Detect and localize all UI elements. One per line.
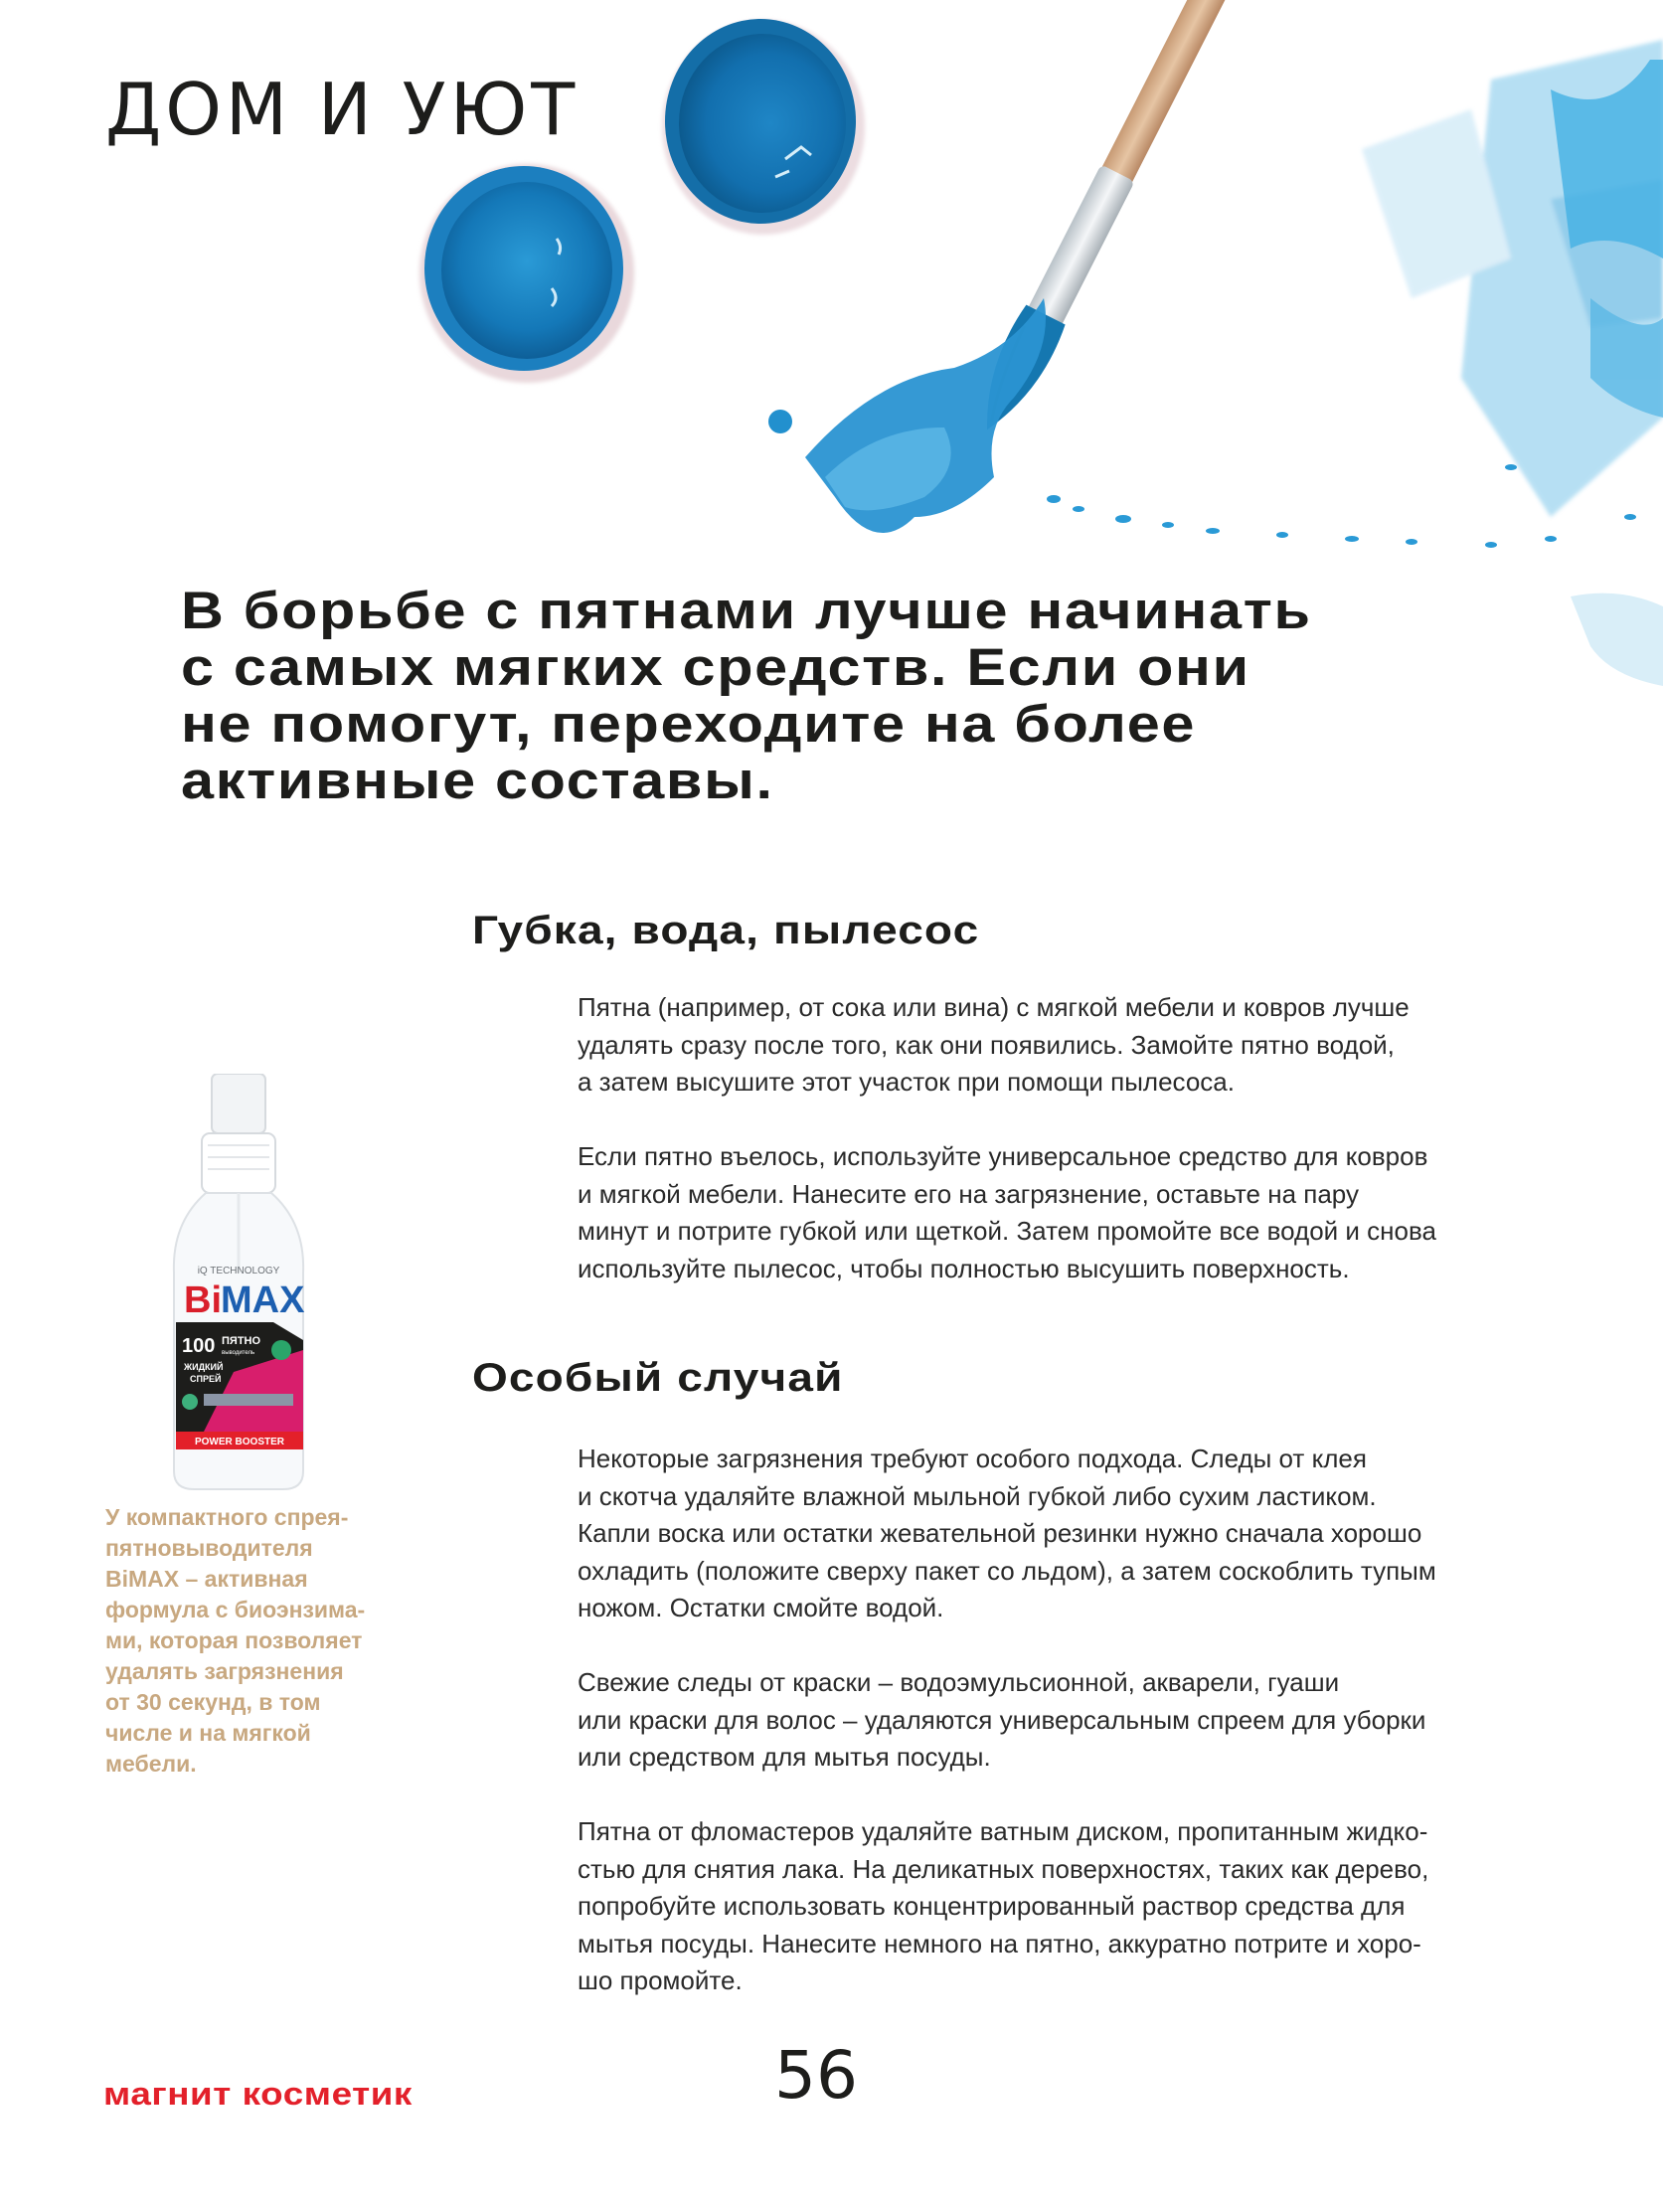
svg-text:iQ TECHNOLOGY: iQ TECHNOLOGY [197,1266,280,1276]
lead-paragraph [181,583,1628,809]
text-line: Капли воска или остатки жевательной резинки нужно сначала хорошо [578,1518,1422,1548]
text-line: Пятна (например, от сока или вина) с мягкой мебели и ковров лучше [578,992,1410,1022]
text-line: Если пятно въелось, используйте универсальное средство для ковров [578,1141,1428,1171]
caption-line: от 30 секунд, в том [105,1689,321,1715]
svg-text:СПРЕЙ: СПРЕЙ [190,1374,222,1384]
brand-logo-magnit-kosmetik: магнит косметик [103,2076,413,2112]
text-line: мытья посуды. Нанесите немного на пятно, аккуратно потрите и хоро- [578,1928,1421,1958]
lead-line: не помогут, переходите на более [181,695,1197,754]
svg-text:MAX: MAX [221,1279,305,1321]
text-line: а затем высушите этот участок при помощи пылесоса. [578,1067,1235,1097]
svg-text:100: 100 [182,1335,216,1357]
caption-line: BiMAX – активная [105,1566,308,1592]
lead-line: с самых мягких средств. Если они [181,638,1250,697]
text-line: охладить (положите сверху пакет со льдом), а затем соскоблить тупым [578,1555,1436,1586]
page-number: 56 [774,2037,858,2114]
text-line: используйте пылесос, чтобы полностью высушить поверхность. [578,1253,1350,1283]
body-paragraph [578,1664,1581,1777]
svg-text:ПЯТНО: ПЯТНО [222,1335,261,1347]
body-paragraph [578,1441,1581,1627]
body-paragraph [578,1138,1581,1287]
svg-text:выводитель: выводитель [222,1350,255,1356]
text-line: или краски для волос – удаляются универсальным спреем для уборки [578,1704,1426,1735]
text-line: Свежие следы от краски – водоэмульсионной, акварели, гуаши [578,1667,1340,1697]
section-title: ДОМ И УЮТ [105,68,580,151]
text-line: ножом. Остатки смойте водой. [578,1593,944,1622]
caption-line: мебели. [105,1751,197,1777]
subheading-sponge-water-vacuum: Губка, вода, пылесос [472,909,980,952]
body-paragraph [578,989,1581,1102]
caption-line: ми, которая позволяет [105,1627,363,1653]
lead-line: активные составы. [181,752,774,810]
caption-line: удалять загрязнения [105,1658,344,1684]
caption-line: пятновыводителя [105,1535,313,1561]
caption-line: формула с биоэнзима- [105,1597,366,1622]
text-line: и скотча удаляйте влажной мыльной губкой либо сухим ластиком. [578,1480,1377,1511]
text-line: или средством для мытья посуды. [578,1742,991,1772]
text-line: попробуйте использовать концентрированный раствор средства для [578,1891,1406,1921]
svg-text:POWER BOOSTER: POWER BOOSTER [194,1437,285,1447]
text-line: удалять сразу после того, как они появились. Замойте пятно водой, [578,1029,1395,1060]
svg-text:Bi: Bi [184,1279,222,1321]
text-line: Некоторые загрязнения требуют особого подхода. Следы от клея [578,1444,1367,1473]
subheading-special-case: Особый случай [472,1356,844,1400]
product-image-bimax-spray [164,1074,313,1491]
text-line: и мягкой мебели. Нанесите его на загрязнение, оставьте на пару [578,1178,1359,1209]
text-line: стью для снятия лака. На деликатных поверхностях, таких как дерево, [578,1853,1429,1884]
body-paragraph [578,1813,1581,2000]
caption-line: числе и на мягкой [105,1720,311,1746]
text-line: шо промойте. [578,1965,743,1995]
text-line: минут и потрите губкой или щеткой. Затем промойте все водой и снова [578,1216,1436,1246]
svg-text:ЖИДКИЙ: ЖИДКИЙ [184,1362,224,1372]
text-line: Пятна от фломастеров удаляйте ватным диском, пропитанным жидко- [578,1816,1428,1846]
caption-line: У компактного спрея- [105,1504,349,1530]
lead-line: В борьбе с пятнами лучше начинать [181,582,1312,640]
product-caption [105,1502,404,1780]
